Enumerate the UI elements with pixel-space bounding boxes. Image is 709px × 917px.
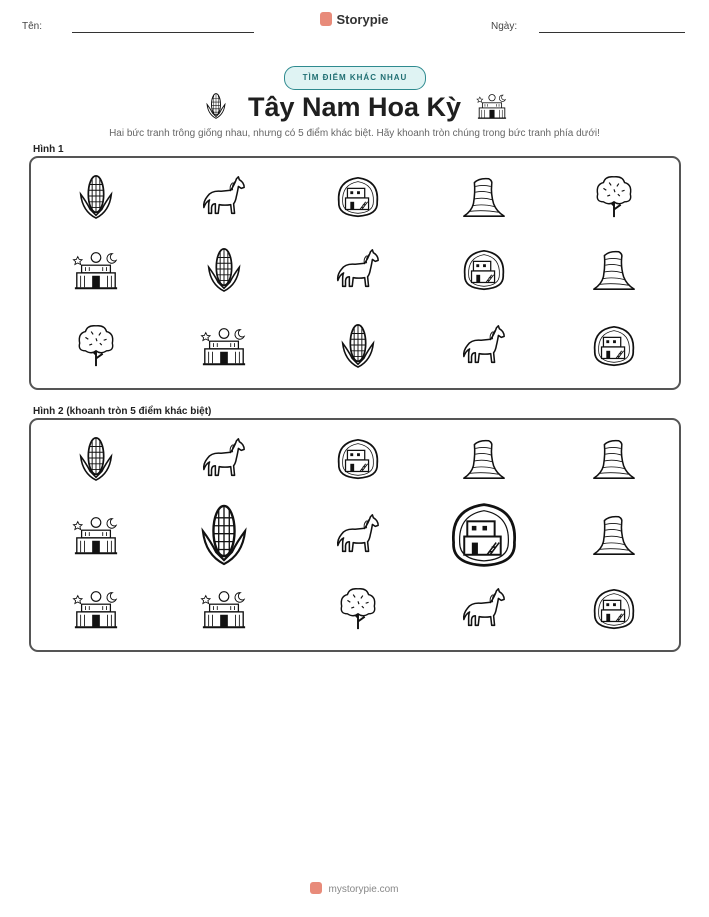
instructions: Hai bức tranh trông giống nhau, nhưng có 5 điểm khác biệt. Hãy khoanh tròn chúng trong bức tranh phía dưới! bbox=[109, 128, 600, 139]
horse-icon bbox=[200, 435, 248, 483]
corn-icon bbox=[191, 502, 257, 568]
date-label: Ngày: bbox=[491, 21, 518, 32]
name-label: Tên: bbox=[22, 21, 43, 32]
name-field[interactable] bbox=[72, 32, 254, 33]
pueblo-icon bbox=[72, 585, 120, 633]
tree-icon bbox=[334, 585, 382, 633]
corn-icon bbox=[72, 435, 120, 483]
horse-icon bbox=[460, 322, 508, 370]
rock-formation-icon bbox=[460, 173, 508, 221]
corn-icon bbox=[72, 173, 120, 221]
brand-name: Storypie bbox=[336, 12, 389, 27]
picture2-label: Hình 2 (khoanh tròn 5 điểm khác biệt) bbox=[33, 406, 212, 417]
cliff-dwelling-icon bbox=[590, 322, 638, 370]
storypie-logo-icon bbox=[320, 12, 332, 26]
horse-icon bbox=[334, 246, 382, 294]
pueblo-icon bbox=[72, 511, 120, 559]
date-field[interactable] bbox=[539, 32, 685, 33]
horse-icon bbox=[460, 585, 508, 633]
footer-url: mystorypie.com bbox=[328, 884, 399, 895]
rock-formation-icon bbox=[590, 511, 638, 559]
corn-icon bbox=[200, 246, 248, 294]
cliff-dwelling-icon bbox=[460, 246, 508, 294]
footer bbox=[0, 882, 709, 895]
tree-icon bbox=[590, 173, 638, 221]
brand-logo bbox=[0, 12, 709, 27]
pueblo-icon bbox=[200, 585, 248, 633]
rock-formation-icon bbox=[590, 435, 638, 483]
rock-formation-icon bbox=[590, 246, 638, 294]
pueblo-icon bbox=[476, 90, 508, 122]
tree-icon bbox=[72, 322, 120, 370]
cliff-dwelling-icon bbox=[334, 173, 382, 221]
cliff-dwelling-icon bbox=[590, 585, 638, 633]
storypie-logo-icon bbox=[310, 882, 322, 894]
pueblo-icon bbox=[72, 246, 120, 294]
horse-icon bbox=[200, 173, 248, 221]
cliff-dwelling-icon bbox=[446, 497, 522, 573]
horse-icon bbox=[334, 511, 382, 559]
activity-badge: TÌM ĐIỂM KHÁC NHAU bbox=[284, 66, 426, 90]
picture1-label: Hình 1 bbox=[33, 144, 64, 155]
pueblo-icon bbox=[200, 322, 248, 370]
corn-icon bbox=[334, 322, 382, 370]
cliff-dwelling-icon bbox=[334, 435, 382, 483]
page-title: Tây Nam Hoa Kỳ bbox=[247, 92, 462, 122]
rock-formation-icon bbox=[460, 435, 508, 483]
